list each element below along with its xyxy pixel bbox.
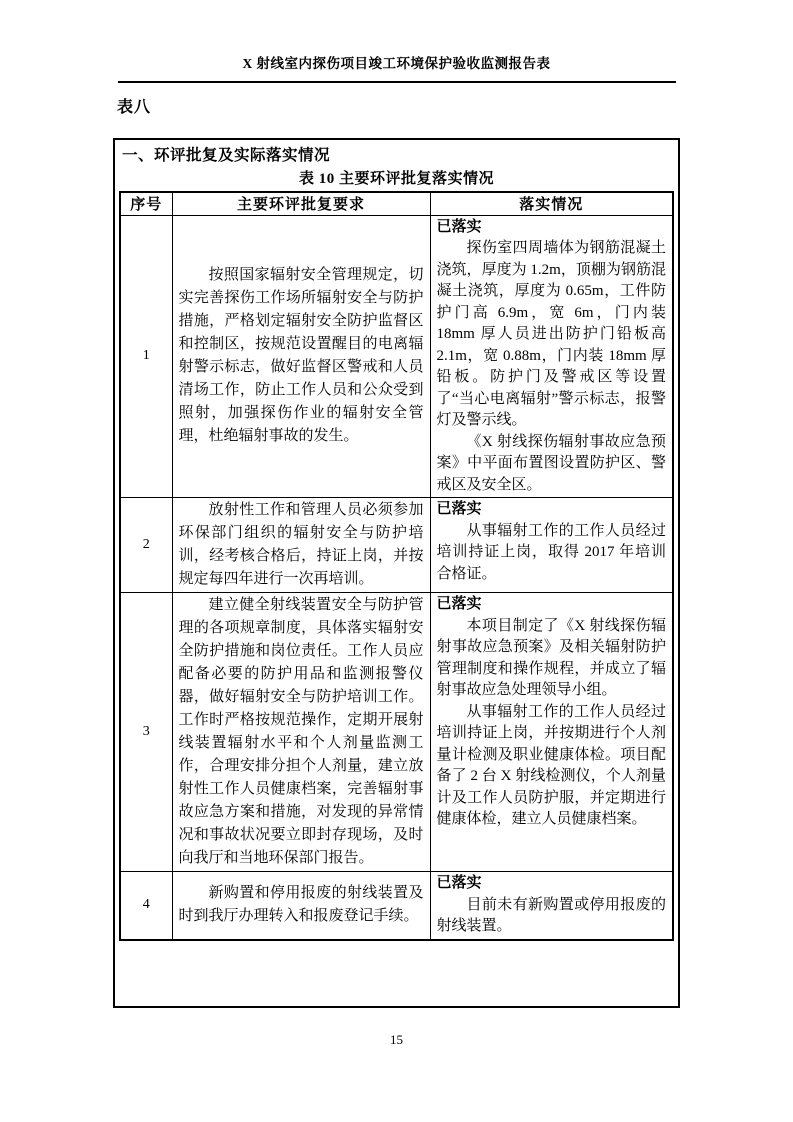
implementation-paragraph: 《X 射线探伤辐射事故应急预案》中平面布置图设置防护区、警戒区及安全区。 bbox=[436, 433, 666, 493]
column-header-requirement: 主要环评批复要求 bbox=[172, 192, 430, 215]
status-label: 已落实 bbox=[436, 596, 482, 612]
status-label: 已落实 bbox=[436, 218, 482, 235]
header-divider bbox=[118, 81, 676, 83]
row-2-seq: 2 bbox=[120, 498, 172, 593]
implementation-paragraph: 从事辐射工作的工作人员经过培训持证上岗，并按期进行个人剂量计检测及职业健康体检。项目配备了 2 台 X 射线检测仪，个人剂量计及工作人员防护服，并定期进行健康体检，建立人员健康档案。 bbox=[436, 703, 666, 827]
table-row-4 bbox=[120, 872, 673, 940]
page-number: 15 bbox=[390, 1032, 403, 1047]
row-2-requirement bbox=[172, 498, 430, 593]
requirement-text: 放射性工作和管理人员必须参加环保部门组织的辐射安全与防护培训，经考核合格后，持证上岗，并按规定每四年进行一次再培训。 bbox=[178, 502, 424, 587]
report-header-title: X 射线室内探伤项目竣工环境保护验收监测报告表 bbox=[242, 56, 551, 71]
row-4-implementation bbox=[430, 872, 673, 940]
requirement-text: 建立健全射线装置安全与防护管理的各项规章制度，具体落实辐射安全防护措施和岗位责任。工作人员应配备必要的防护用品和监测报警仪器，做好辐射安全与防护培训工作。工作时严格按规范操作，定期开展射线装置辐射水平和个人剂量监测工作，合理安排分担个人剂量，建立放射性工作人员健康档案，完善辐射事故应急方案和措施，对发现的异常情况和事故状况要立即封存现场，及时向我厅和当地环保部门报告。 bbox=[178, 597, 424, 866]
status-label: 已落实 bbox=[436, 875, 482, 891]
status-label: 已落实 bbox=[436, 501, 482, 517]
row-3-seq: 3 bbox=[120, 593, 172, 872]
epa-approval-table bbox=[119, 191, 674, 941]
implementation-paragraph: 探伤室四周墙体为钢筋混凝土浇筑，厚度为 1.2m，顶棚为钢筋混凝土浇筑，厚度为 0.65m，工件防护门高 6.9m，宽 6m，门内装 18mm 厚人员进出防护门铅板高 2.1m，宽 0.88m，门内装 18mm 厚铅板。防护门及警戒区等设置了“当心电离辐射”警示标志，报警灯及警示线。 bbox=[436, 240, 666, 428]
row-3-requirement bbox=[172, 593, 430, 872]
row-3-implementation bbox=[430, 593, 673, 872]
section-title: 一、环评批复及实际落实情况 bbox=[122, 147, 331, 164]
column-header-implementation: 落实情况 bbox=[430, 192, 673, 215]
row-1-requirement bbox=[172, 215, 430, 498]
table-caption: 表 10 主要环评批复落实情况 bbox=[298, 171, 494, 187]
row-2-implementation bbox=[430, 498, 673, 593]
row-4-seq: 4 bbox=[120, 872, 172, 940]
section-box bbox=[113, 138, 680, 1008]
row-4-requirement bbox=[172, 872, 430, 940]
requirement-text: 按照国家辐射安全管理规定，切实完善探伤工作场所辐射安全与防护措施，严格划定辐射安全防护监督区和控制区，按规范设置醒目的电离辐射警示标志，做好监督区警戒和人员清场工作，防止工作人员和公众受到照射，加强探伤作业的辐射安全管理，杜绝辐射事故的发生。 bbox=[178, 267, 424, 445]
implementation-paragraph: 目前未有新购置或停用报废的射线装置。 bbox=[436, 896, 666, 934]
column-header-seq: 序号 bbox=[120, 192, 172, 215]
requirement-text: 新购置和停用报废的射线装置及时到我厅办理转入和报废登记手续。 bbox=[178, 885, 424, 925]
table-row-1 bbox=[120, 215, 673, 498]
row-1-seq: 1 bbox=[120, 215, 172, 498]
table-row-3 bbox=[120, 593, 673, 872]
row-1-implementation bbox=[430, 215, 673, 498]
table-eight-label: 表八 bbox=[117, 99, 152, 116]
implementation-paragraph: 本项目制定了《X 射线探伤辐射事故应急预案》及相关辐射防护管理制度和操作规程，并成立了辐射事故应急处理领导小组。 bbox=[436, 617, 666, 698]
implementation-paragraph: 从事辐射工作的工作人员经过培训持证上岗，取得 2017 年培训合格证。 bbox=[436, 522, 666, 582]
table-row-2 bbox=[120, 498, 673, 593]
table-header-row bbox=[120, 192, 673, 215]
